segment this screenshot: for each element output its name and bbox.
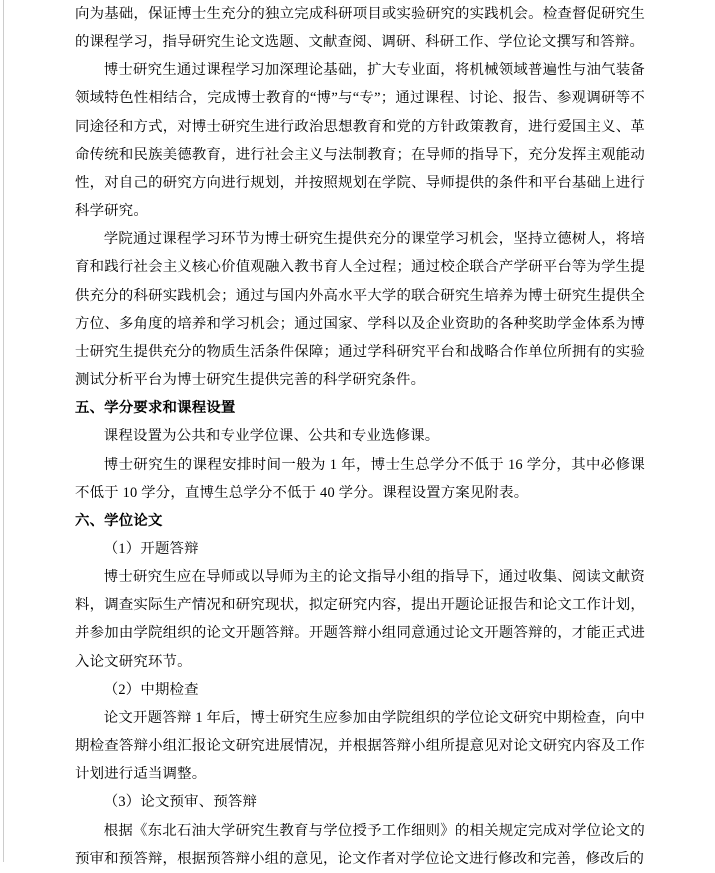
subsection-heading-proposal-defense: （1）开题答辩 xyxy=(103,540,199,557)
paragraph: 课程设置为公共和专业学位课、公共和专业选修课。 xyxy=(103,428,440,445)
paragraph: 博士研究生通过课程学习加深理论基础，扩大专业面，将机械领域普遍性与油气装备领域特色性相结合，完成博士教育的“博”与“专”；通过课程、讨论、报告、参观调研等不同途径和方式，对博士研究生进行政治思想教育和党的方针政策教育，进行爱国主义、革命传统和民族美德教育，进行社会主义与法制教育；在导师的指导下，充分发挥主观能动性，对自己的研究方向进行规划，并按照规划在学院、导师提供的条件和平台基础上进行科学研究。 xyxy=(75,62,645,220)
section-heading-credits: 五、学分要求和课程设置 xyxy=(75,400,236,417)
section-heading-thesis: 六、学位论文 xyxy=(75,512,163,529)
document-body xyxy=(75,0,645,873)
paragraph: 博士研究生的课程安排时间一般为 1 年，博士生总学分不低于 16 学分，其中必修课不低于 10 学分，直博生总学分不低于 40 学分。课程设置方案见附表。 xyxy=(75,456,645,501)
paragraph: 论文开题答辩 1 年后，博士研究生应参加由学院组织的学位论文研究中期检查，向中期检查答辩小组汇报论文研究进展情况，并根据答辩小组所提意见对论文研究内容及工作计划进行适当调整。 xyxy=(75,709,645,783)
paragraph: 博士研究生应在导师或以导师为主的论文指导小组的指导下，通过收集、阅读文献资料，调查实际生产情况和研究现状，拟定研究内容，提出开题论证报告和论文工作计划，并参加由学院组织的论文开题答辩。开题答辩小组同意通过论文开题答辩的，才能正式进入论文研究环节。 xyxy=(75,569,645,670)
paragraph: 学院通过课程学习环节为博士研究生提供充分的课堂学习机会，坚持立德树人，将培育和践行社会主义核心价值观融入教书育人全过程；通过校企联合产学研平台等为学生提供充分的科研实践机会；通过与国内外高水平大学的联合研究生培养为博士研究生提供全方位、多角度的培养和学习机会；通过国家、学科以及企业资助的各种奖助学金体系为博士研究生提供充分的物质生活条件保障；通过学科研究平台和战略合作单位所拥有的实验测试分析平台为博士研究生提供完善的科学研究条件。 xyxy=(75,231,645,389)
page-edge-line xyxy=(3,0,4,862)
paragraph-clipped: 根据《东北石油大学研究生教育与学位授予工作细则》的相关规定完成对学位论文的预审和预答辩，根据预答辩小组的意见，论文作者对学位论文进行修改和完善，修改后的 xyxy=(75,822,645,867)
paragraph-continued: 向为基础，保证博士生充分的独立完成科研项目或实验研究的实践机会。检查督促研究生的课程学习，指导研究生论文选题、文献查阅、调研、科研工作、学位论文撰写和答辩。 xyxy=(75,6,645,51)
subsection-heading-midterm-check: （2）中期检查 xyxy=(103,681,199,698)
subsection-heading-pre-defense: （3）论文预审、预答辩 xyxy=(103,794,258,811)
